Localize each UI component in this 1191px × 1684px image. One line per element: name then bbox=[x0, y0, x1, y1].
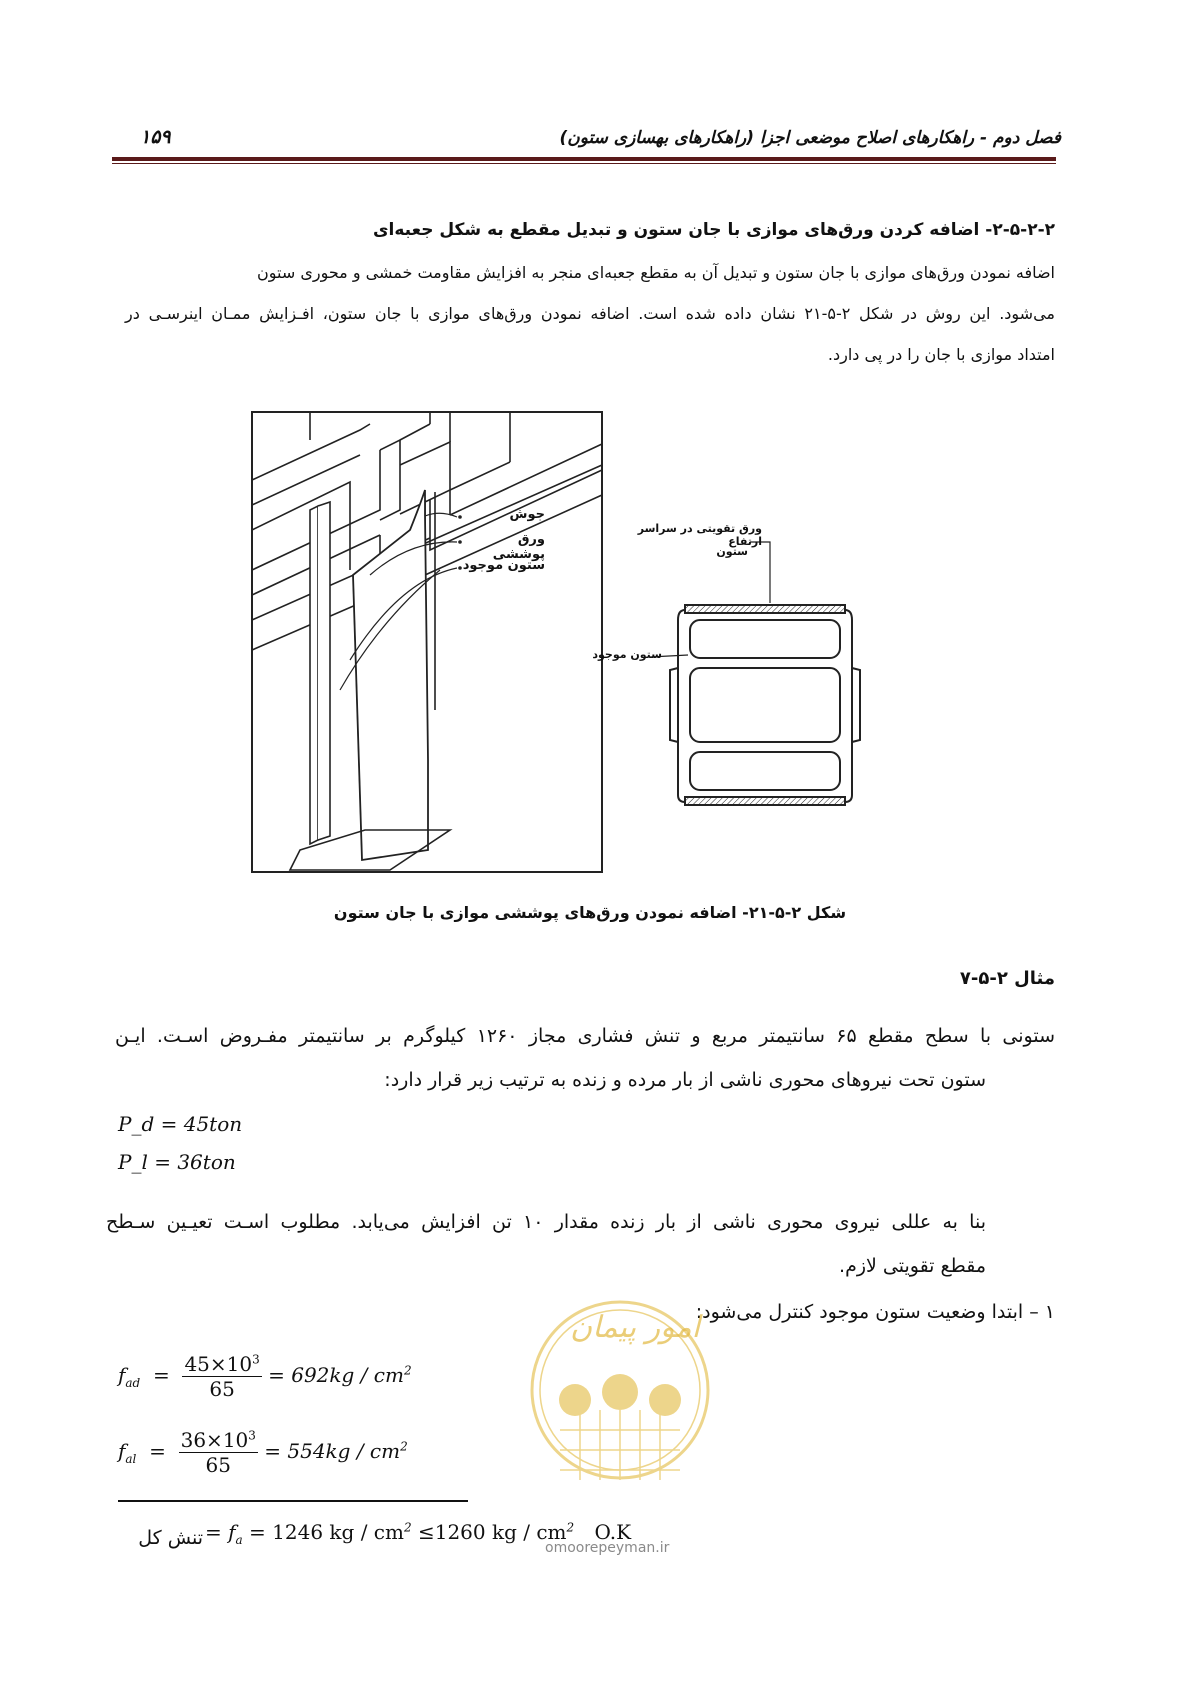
equation-fad: $f_{ad}$ = $\frac{45\times 10^3}{65}$ = $692kg / cm^2$ bbox=[118, 1352, 412, 1401]
paragraph-line-3: امتداد موازی با جان را در پی دارد. bbox=[827, 345, 1055, 364]
equation-total: = $f_a = 1246$ kg / $cm^2 \le 1260$ kg / $cm^2$ O.K bbox=[205, 1520, 632, 1547]
label-existing-column: ستون موجود bbox=[462, 558, 545, 573]
label-existing-column-section: ستون موجود bbox=[592, 648, 662, 661]
equation-fal: $f_{al}$ = $\frac{36\times 10^3}{65}$ = $554kg / cm^2$ bbox=[118, 1428, 408, 1477]
example-title: مثال ۲-۵-۷ bbox=[959, 968, 1055, 989]
label-weld: جوش bbox=[509, 507, 545, 522]
watermark-text: امور پیمان bbox=[570, 1310, 700, 1345]
example-line-1: ستونی با سطح مقطع ۶۵ سانتیمتر مربع و تنش فشاری مجاز ۱۲۶۰ کیلوگرم بر سانتیمتر مفـروض اسـت. ایـن bbox=[115, 1025, 1055, 1047]
watermark-site: omoorepeyman.ir bbox=[545, 1540, 670, 1556]
total-stress-label: تنش کل bbox=[138, 1527, 203, 1549]
example-line-3: بنا به عللی نیروی محوری ناشی از بار زنده مقدار ۱۰ تن افزایش می‌یابد. مطلوب اسـت تعیـین سـطح bbox=[106, 1211, 986, 1233]
step-1: ۱ – ابتدا وضعیت ستون موجود کنترل می‌شود: bbox=[695, 1301, 1055, 1323]
figure-caption: شکل ۲-۵-۲۱- اضافه نمودن ورق‌های پوششی موازی با جان ستون bbox=[333, 903, 847, 922]
example-line-4: مقطع تقویتی لازم. bbox=[839, 1255, 986, 1277]
sum-rule bbox=[118, 1500, 468, 1502]
label-reinforcing-plate-2: ستون bbox=[716, 545, 748, 558]
section-title: ۲-۵-۲-۲- اضافه کردن ورق‌های موازی با جان ستون و تبدیل مقطع به شکل جعبه‌ای bbox=[372, 220, 1055, 240]
running-header-title: فصل دوم - راهکارهای اصلاح موضعی اجزا (راهکارهای بهسازی ستون) bbox=[559, 128, 1061, 148]
equation-pd: P_d = 45ton bbox=[118, 1112, 243, 1136]
paragraph-line-1: اضافه نمودن ورق‌های موازی با جان ستون و تبدیل آن به مقطع جعبه‌ای منجر به افزایش مقاومت خمشی و محوری ستون bbox=[256, 263, 1055, 282]
label-reinforcing-plate: ورق تقویتی در سراسر ارتفاع bbox=[637, 522, 762, 548]
header-rule-thin bbox=[112, 163, 1056, 164]
header-rule bbox=[112, 157, 1056, 161]
page-number: ۱۵۹ bbox=[140, 126, 171, 148]
equation-pl: P_l = 36ton bbox=[118, 1150, 236, 1174]
example-line-2: ستون تحت نیروهای محوری ناشی از بار مرده و زنده به ترتیب زیر قرار دارد: bbox=[384, 1069, 986, 1091]
label-cover-plate: ورق پوششی bbox=[492, 532, 545, 562]
paragraph-line-2: می‌شود. این روش در شکل ۲-۵-۲۱ نشان داده شده است. اضافه نمودن ورق‌های موازی با جان ستون، افـزایش ممـان اینرسـی در bbox=[125, 304, 1055, 323]
